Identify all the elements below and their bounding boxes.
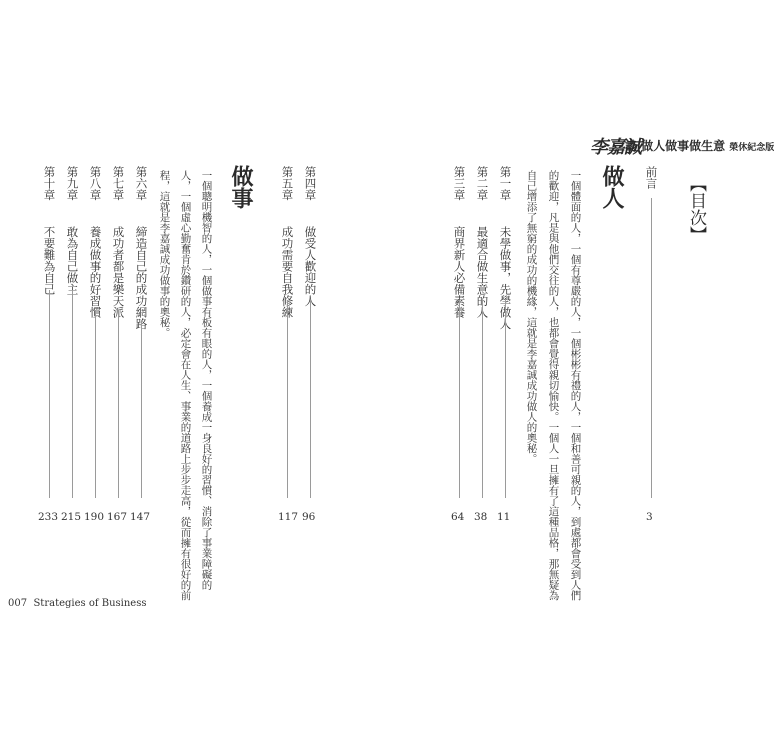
chapter-5-leader	[287, 300, 288, 498]
chapter-3-title: 商界新人必備素養	[452, 226, 467, 318]
heading-bracket-close: 】	[686, 226, 706, 243]
chapter-4-page: 96	[302, 511, 316, 523]
chapter-3-number: 第三章	[452, 166, 467, 201]
chapter-10-title: 不要難為自己	[42, 226, 57, 295]
page-footer	[8, 598, 146, 609]
chapter-6-page: 147	[130, 511, 151, 523]
chapter-2-number: 第二章	[475, 166, 490, 201]
chapter-4-leader	[310, 300, 311, 498]
zuoshi-intro-line-3: 程，這就是李嘉誠成功做事的奧秘。	[158, 170, 171, 338]
chapter-1-title: 未學做事，先學做人	[498, 226, 513, 330]
chapter-1-number: 第一章	[498, 166, 513, 201]
chapter-4-title: 做受人歡迎的人	[303, 226, 318, 307]
chapter-4-number: 第四章	[303, 166, 318, 201]
zuoren-intro-line-1: 一個體面的人，一個有尊嚴的人，一個彬彬有禮的人，一個和善可親的人，到處都會受到人們	[569, 170, 582, 601]
preface-leader	[651, 198, 652, 498]
chapter-2-leader	[482, 300, 483, 498]
zuoshi-intro-line-2: 人，一個虛心勤奮肯於鑽研的人，必定會在人生、事業的道路上步步走高，從而擁有很好的前	[179, 170, 192, 601]
book-title	[625, 137, 774, 154]
section-title-zuoren: 做人	[599, 165, 625, 209]
chapter-7-title: 成功者都是樂天派	[111, 226, 126, 318]
chapter-5-number: 第五章	[280, 166, 295, 201]
chapter-9-number: 第九章	[65, 166, 80, 201]
chapter-2-title: 最適合做生意的人	[475, 226, 490, 318]
chapter-1-leader	[505, 300, 506, 498]
page-number: 007	[8, 598, 28, 609]
chapter-10-leader	[49, 290, 50, 498]
chapter-5-title: 成功需要自我修練	[280, 226, 295, 318]
heading-text: 目次	[686, 192, 706, 226]
preface-page: 3	[646, 511, 653, 523]
preface-label: 前言	[644, 166, 659, 189]
zuoren-intro-line-3: 自己增添了無窮的成功的機緣，這就是李嘉誠成功做人的奧秘。	[525, 170, 538, 464]
chapter-1-page: 11	[497, 511, 511, 523]
zuoshi-intro-line-1: 一個聰明機智的人，一個做事有板有眼的人，一個養成一身良好的習慣、消除了事業障礙的	[200, 170, 213, 590]
chapter-3-leader	[459, 300, 460, 498]
zuoren-intro-line-2: 的歡迎，凡是與他們交往的人，也都會覺得親切愉快。一個人一旦擁有了這種品格，那無疑為	[547, 170, 560, 601]
toc-heading	[687, 175, 704, 243]
chapter-8-leader	[95, 310, 96, 498]
chapter-10-page: 233	[38, 511, 59, 523]
chapter-9-page: 215	[61, 511, 82, 523]
chapter-5-page: 117	[278, 511, 299, 523]
chapter-7-page: 167	[107, 511, 128, 523]
running-title: Strategies of Business	[33, 598, 147, 609]
chapter-2-page: 38	[474, 511, 488, 523]
chapter-8-page: 190	[84, 511, 105, 523]
chapter-9-leader	[72, 290, 73, 498]
section-title-zuoshi: 做事	[228, 165, 254, 209]
chapter-10-number: 第十章	[42, 166, 57, 201]
chapter-6-title: 締造自己的成功網路	[134, 226, 149, 330]
chapter-7-number: 第七章	[111, 166, 126, 201]
edition-label: 榮休紀念版	[729, 143, 774, 153]
chapter-8-number: 第八章	[88, 166, 103, 201]
chapter-3-page: 64	[451, 511, 465, 523]
chapter-9-title: 敢為自己做主	[65, 226, 80, 295]
chapter-8-title: 養成做事的好習慣	[88, 226, 103, 318]
book-title-text: 談 做人做事做生意	[625, 139, 726, 153]
chapter-6-leader	[141, 322, 142, 498]
chapter-7-leader	[118, 310, 119, 498]
heading-bracket-open: 【	[686, 175, 706, 192]
brand-logo: 李嘉誠	[590, 137, 641, 158]
chapter-6-number: 第六章	[134, 166, 149, 201]
